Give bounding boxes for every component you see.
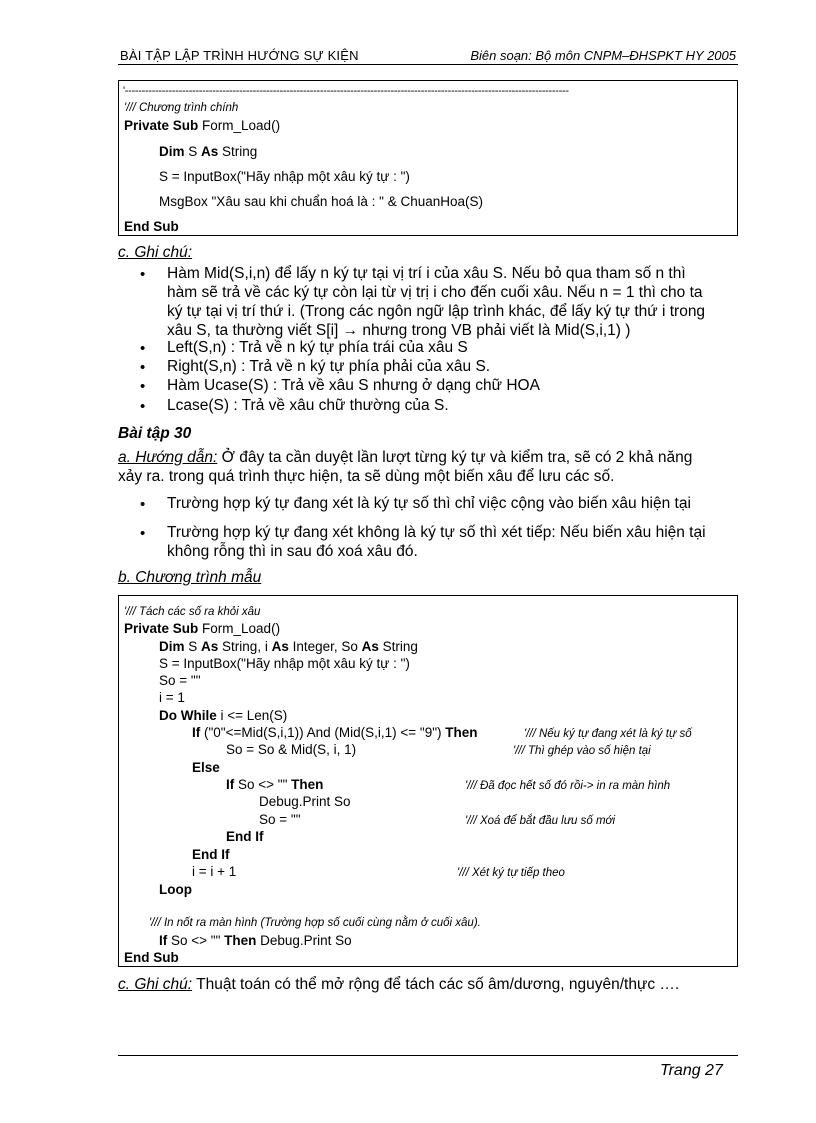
code-line: MsgBox "Xâu sau khi chuẩn hoá là : " & ChuanHoa(S) bbox=[159, 194, 484, 209]
code-line: Loop bbox=[159, 882, 192, 897]
guide-bullet: Trường hợp ký tự đang xét không là ký tự số thì xét tiếp: Nếu biến xâu hiện tại bbox=[167, 524, 706, 541]
code-line: End If bbox=[226, 829, 264, 844]
code-line: If So <> "" Then bbox=[226, 777, 324, 792]
code-line: Private Sub Form_Load() bbox=[124, 621, 281, 636]
code-line: i = i + 1 bbox=[192, 864, 237, 879]
code-line: If ("0"<=Mid(S,i,1)) And (Mid(S,i,1) <= "9") Then bbox=[192, 725, 478, 740]
bullet-icon: • bbox=[140, 496, 146, 513]
code-line: Private Sub Form_Load() bbox=[124, 118, 281, 133]
guide-bullet: Trường hợp ký tự đang xét là ký tự số thì chỉ việc cộng vào biến xâu hiện tại bbox=[167, 495, 691, 512]
bullet-icon: • bbox=[140, 340, 146, 357]
guide-text: a. Hướng dẫn: Ở đây ta cần duyệt lần lượt từng ký tự và kiểm tra, sẽ có 2 khả năng bbox=[118, 449, 693, 466]
note-text: xâu S, ta thường viết S[i] → nhưng trong VB phải viết là Mid(S,i,1) ) bbox=[167, 322, 631, 339]
code-line: If So <> "" Then Debug.Print So bbox=[159, 933, 352, 948]
note-text: hàm sẽ trả về các ký tự còn lại từ vị trị i cho đến cuối xâu. Nếu n = 1 thì cho ta bbox=[167, 284, 703, 301]
code-comment: '/// Thì ghép vào số hiện tại bbox=[513, 745, 651, 757]
code-separator: '------------------------------------------------------------------------------------------------------------------------------------ bbox=[123, 85, 569, 97]
code-line: End If bbox=[192, 847, 230, 862]
note-text: Right(S,n) : Trả về n ký tự phía phải của xâu S. bbox=[167, 358, 491, 375]
code-comment: '/// Tách các số ra khỏi xâu bbox=[124, 606, 261, 618]
code-block-sample bbox=[118, 595, 738, 967]
note-text: Lcase(S) : Trả về xâu chữ thường của S. bbox=[167, 397, 449, 414]
program-label: b. Chương trình mẫu bbox=[118, 569, 262, 586]
code-comment: '/// Chương trình chính bbox=[124, 102, 239, 114]
note-text: Hàm Mid(S,i,n) để lấy n ký tự tại vị trí i của xâu S. Nếu bỏ qua tham số n thì bbox=[167, 265, 686, 282]
guide-bullet: không rỗng thì in sau đó xoá xâu đó. bbox=[167, 543, 418, 560]
code-line: Debug.Print So bbox=[259, 794, 351, 809]
code-block-main bbox=[118, 80, 738, 236]
exercise-title: Bài tập 30 bbox=[118, 425, 192, 442]
note-text: Left(S,n) : Trả về n ký tự phía trái của xâu S bbox=[167, 339, 468, 356]
bullet-icon: • bbox=[140, 525, 146, 542]
bullet-icon: • bbox=[140, 359, 146, 376]
code-line: Dim S As String, i As Integer, So As String bbox=[159, 639, 418, 654]
header-author: Biên soạn: Bộ môn CNPM–ĐHSPKT HY 2005 bbox=[470, 48, 736, 63]
code-line: So = "" bbox=[159, 673, 201, 688]
code-line: i = 1 bbox=[159, 690, 185, 705]
code-line: Dim S As String bbox=[159, 144, 258, 159]
bullet-icon: • bbox=[140, 398, 146, 415]
code-comment: '/// Nếu ký tự đang xét là ký tự số bbox=[524, 728, 692, 740]
code-comment: '/// Xoá để bắt đầu lưu số mới bbox=[465, 815, 616, 827]
code-line: Else bbox=[192, 760, 220, 775]
note-text: Hàm Ucase(S) : Trả về xâu S nhưng ở dạng chữ HOA bbox=[167, 377, 540, 394]
code-line: S = InputBox("Hãy nhập một xâu ký tự : ") bbox=[159, 656, 410, 671]
code-line: S = InputBox("Hãy nhập một xâu ký tự : ") bbox=[159, 169, 410, 184]
code-line: Do While i <= Len(S) bbox=[159, 708, 288, 723]
header-title: BÀI TẬP LẬP TRÌNH HƯỚNG SỰ KIỆN bbox=[120, 48, 359, 63]
code-line: So = "" bbox=[259, 812, 301, 827]
code-comment: '/// In nốt ra màn hình (Trường hợp số cuối cùng nằm ở cuối xâu). bbox=[149, 917, 481, 929]
note-footer-text: c. Ghi chú: Thuật toán có thể mở rộng để tách các số âm/dương, nguyên/thực …. bbox=[118, 976, 680, 993]
guide-text: xảy ra. trong quá trình thực hiện, ta sẽ dùng một biến xâu để lưu các số. bbox=[118, 468, 615, 485]
footer-divider bbox=[118, 1055, 738, 1056]
code-line: End Sub bbox=[124, 950, 179, 965]
page-number: Trang 27 bbox=[660, 1062, 723, 1079]
code-line: End Sub bbox=[124, 219, 179, 234]
code-comment: '/// Xét ký tự tiếp theo bbox=[457, 867, 565, 879]
code-comment: '/// Đã đọc hết số đó rồi-> in ra màn hình bbox=[465, 780, 671, 792]
note-title: c. Ghi chú: bbox=[118, 244, 193, 261]
bullet-icon: • bbox=[140, 266, 146, 283]
bullet-icon: • bbox=[140, 378, 146, 395]
code-line: So = So & Mid(S, i, 1) bbox=[226, 742, 357, 757]
note-text: ký tự tại vị trí thứ i. (Trong các ngôn ngữ lập trình khác, để lấy ký tự thứ i trong bbox=[167, 303, 706, 320]
page-header bbox=[118, 46, 738, 65]
